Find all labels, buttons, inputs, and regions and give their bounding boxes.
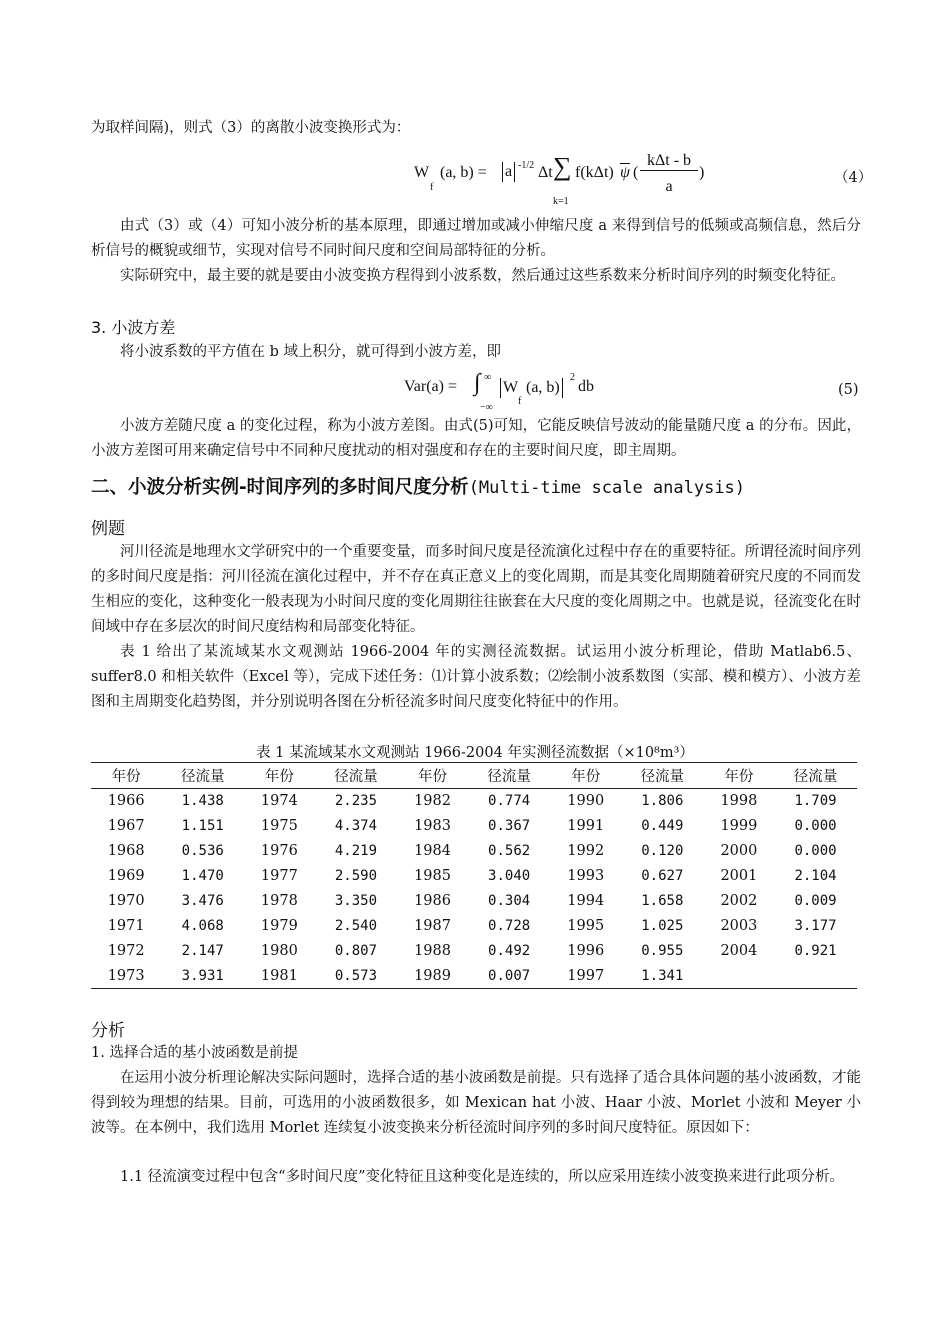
cell-runoff: 0.807 [334, 942, 378, 959]
table-row [91, 839, 857, 864]
cell-year: 1974 [260, 793, 298, 810]
table-row [91, 963, 857, 988]
paragraph-5: 河川径流是地理水文学研究中的一个重要变量，而多时间尺度是径流演化过程中存在的重要特征。所谓径流时间序列的多时间尺度是指：河川径流在演化过程中，并不存在真正意义上的变化周期，而是其变化周期随着研究尺度的不同而发生相应的变化，这种变化一般表现为小时间尺度的变化周期往往嵌套在大尺度的变化周期之中。也就是说，径流变化在时间域中存在多层次的时间尺度结构和局部变化特征。 [91, 544, 861, 635]
cell-year: 1979 [260, 917, 298, 934]
cell-year: 2003 [720, 917, 758, 934]
table-row [91, 789, 857, 814]
cell-runoff: 2.104 [794, 868, 837, 885]
cell-runoff: 2.147 [181, 942, 224, 959]
table-row [91, 938, 857, 963]
eq4-rparen: ) [699, 164, 705, 181]
paragraph-4: 小波方差随尺度 a 的变化过程，称为小波方差图。由式(5)可知，它能反映信号波动的能量随尺度 a 的分布。因此，小波方差图可用来确定信号中不同种尺度扰动的相对强度和存在的主要时间尺度，即主周期。 [91, 418, 861, 459]
cell-year: 1990 [567, 793, 605, 810]
eq4-exp: -1/2 [518, 160, 535, 171]
cell-year: 1986 [414, 893, 451, 909]
cell-runoff: 1.151 [181, 818, 224, 835]
cell-runoff: 4.374 [334, 818, 378, 835]
cell-runoff: 3.040 [488, 868, 531, 885]
paragraph-2: 实际研究中，最主要的就是要由小波变换方程得到小波系数，然后通过这些系数来分析时间序列的时频变化特征。 [120, 268, 845, 284]
header-year: 年份 [91, 763, 161, 789]
cell-runoff: 1.709 [794, 793, 837, 810]
cell-year: 1967 [107, 818, 145, 835]
cell-runoff: 3.476 [181, 893, 224, 909]
cell-year: 1976 [260, 843, 298, 860]
table-header-row [91, 763, 857, 789]
eq4-sum: ∑ [553, 152, 572, 181]
cell-runoff: 1.341 [621, 963, 704, 988]
cell-year: 1988 [414, 942, 451, 959]
header-runoff: 径流量 [774, 763, 857, 789]
cell-runoff: 0.000 [794, 818, 837, 835]
header-year: 年份 [244, 763, 314, 789]
cell-year: 2000 [720, 843, 758, 860]
cell-runoff: 1.438 [181, 793, 224, 810]
header-year: 年份 [397, 763, 467, 789]
cell-year: 1987 [414, 917, 451, 934]
cell-year: 2001 [720, 868, 758, 885]
eq5-integral: ∫ [474, 370, 481, 396]
section-3-heading: 3. 小波方差 [91, 318, 176, 337]
header-runoff: 径流量 [315, 763, 398, 789]
cell-runoff: 2.590 [334, 868, 378, 885]
header-runoff: 径流量 [621, 763, 704, 789]
eq5-lhs: Var(a) = [404, 378, 457, 395]
cell-year: 1973 [91, 963, 161, 988]
cell-year: 1984 [414, 843, 451, 860]
eq4-args: (a, b) = [440, 164, 487, 181]
cell-runoff: 0.728 [488, 917, 531, 934]
table-caption: 表 1 某流域某水文观测站 1966-2004 年实测径流数据（×10⁸m³） [256, 745, 694, 761]
cell-runoff: 0.562 [488, 843, 531, 860]
eq5-upper: ∞ [484, 372, 492, 383]
cell-runoff: 0.304 [488, 893, 531, 909]
cell-year: 1966 [107, 793, 145, 810]
paragraph-7: 在运用小波分析理论解决实际问题时，选择合适的基小波函数是前提。只有选择了适合具体问题的基小波函数，才能得到较为理想的结果。目前，可选用的小波函数很多，如 Mexican hat 小波、Haar 小波、Morlet 小波和 Meyer 小波等。在本例中，我们选用 Morlet 连续复小波变换来分析径流时间序列的多时间尺度特征。原因如下： [91, 1070, 861, 1136]
cell-year: 1982 [414, 793, 451, 810]
eq4-sub-f: f [430, 182, 434, 193]
cell-year: 1968 [107, 843, 145, 860]
analysis-title: 分析 [91, 1021, 125, 1041]
eq5-lower: −∞ [480, 402, 493, 413]
cell-runoff [774, 963, 857, 988]
cell-runoff: 4.219 [334, 843, 378, 860]
cell-runoff: 1.658 [641, 893, 684, 909]
eq4-dt: Δt [538, 164, 553, 181]
cell-year: 1991 [567, 818, 605, 835]
cell-runoff: 3.931 [161, 963, 244, 988]
eq4-body: f(kΔt) [575, 164, 614, 181]
cell-year: 1971 [107, 917, 145, 934]
header-year: 年份 [704, 763, 774, 789]
eq4-abs-a: a [502, 162, 515, 182]
cell-year: 1983 [414, 818, 451, 835]
section-2-heading-cn: 二、小波分析实例-时间序列的多时间尺度分析 [91, 477, 469, 498]
paragraph-1: 由式（3）或（4）可知小波分析的基本原理，即通过增加或减小伸缩尺度 a 来得到信号的低频或高频信息，然后分析信号的概貌或细节，实现对信号不同时间尺度和空间局部特征的分析。 [91, 218, 861, 259]
cell-runoff: 0.573 [315, 963, 398, 988]
cell-year: 1970 [107, 893, 145, 909]
cell-runoff: 0.449 [641, 818, 684, 835]
cell-runoff: 0.007 [468, 963, 551, 988]
cell-runoff: 0.000 [794, 843, 837, 860]
cell-runoff: 1.025 [641, 917, 684, 934]
header-runoff: 径流量 [468, 763, 551, 789]
cell-year: 2002 [720, 893, 758, 909]
cell-runoff: 0.492 [488, 942, 531, 959]
cell-year: 1994 [567, 893, 605, 909]
cell-runoff: 3.177 [794, 917, 837, 934]
cell-year: 1996 [567, 942, 605, 959]
item-1: 1. 选择合适的基小波函数是前提 [91, 1045, 298, 1061]
cell-year: 1985 [414, 868, 451, 885]
cell-runoff: 0.921 [794, 942, 837, 959]
cell-year: 1995 [567, 917, 605, 934]
equation-5-number: (5) [838, 382, 859, 398]
eq4-lhs: W [414, 164, 430, 181]
eq4-denominator: a [665, 178, 673, 195]
cell-runoff: 1.806 [641, 793, 684, 810]
eq5-sub-f: f [518, 396, 522, 407]
cell-year: 1997 [551, 963, 621, 988]
cell-year: 1993 [567, 868, 605, 885]
cell-year: 1980 [260, 942, 298, 959]
cell-year: 1975 [260, 818, 298, 835]
cell-runoff: 4.068 [181, 917, 224, 934]
cell-year: 1981 [244, 963, 314, 988]
eq5-W: W [500, 378, 518, 398]
header-year: 年份 [551, 763, 621, 789]
cell-year: 1972 [107, 942, 145, 959]
header-runoff: 径流量 [161, 763, 244, 789]
equation-4 [414, 152, 714, 218]
cell-runoff: 2.540 [334, 917, 378, 934]
equation-5 [404, 370, 624, 415]
cell-runoff: 3.350 [334, 893, 378, 909]
example-title: 例题 [91, 519, 125, 539]
eq5-args: (a, b) [526, 378, 563, 398]
cell-year [704, 963, 774, 988]
equation-4-number: （4） [834, 170, 873, 186]
cell-runoff: 0.536 [181, 843, 224, 860]
cell-runoff: 1.470 [181, 868, 224, 885]
table-row [91, 864, 857, 889]
cell-year: 1977 [260, 868, 298, 885]
eq4-psi: $\overline{\psi}$ [620, 164, 630, 181]
section-2-heading-en: (Multi-time scale analysis) [468, 478, 746, 498]
table-row [91, 913, 857, 938]
eq5-db: db [578, 378, 594, 395]
paragraph-6: 表 1 给出了某流域某水文观测站 1966-2004 年的实测径流数据。试运用小波分析理论，借助 Matlab6.5、suffer8.0 和相关软件（Excel 等），完成下述任务：⑴计算小波系数；⑵绘制小波系数图（实部、模和模方）、小波方差图和主周期变化趋势图，并分别说明各图在分析径流多时间尺度变化特征中的作用。 [91, 644, 861, 710]
cell-runoff: 0.627 [641, 868, 684, 885]
cell-runoff: 0.120 [641, 843, 684, 860]
intro-line: 为取样间隔)，则式（3）的离散小波变换形式为： [91, 120, 411, 136]
cell-year: 1992 [567, 843, 605, 860]
cell-year: 2004 [720, 942, 758, 959]
cell-runoff: 0.774 [488, 793, 531, 810]
cell-runoff: 2.235 [334, 793, 378, 810]
section-2-heading [91, 473, 745, 499]
cell-year: 1978 [260, 893, 298, 909]
paragraph-3: 将小波系数的平方值在 b 域上积分，就可得到小波方差，即 [120, 344, 501, 360]
cell-year: 1969 [107, 868, 145, 885]
eq4-numerator: kΔt - b [640, 152, 698, 171]
eq4-sum-lower: k=1 [553, 196, 569, 207]
cell-runoff: 0.955 [641, 942, 684, 959]
cell-year: 1989 [397, 963, 467, 988]
cell-runoff: 0.009 [794, 893, 837, 909]
runoff-data-table [91, 762, 857, 989]
cell-year: 1999 [720, 818, 758, 835]
eq4-lparen: ( [633, 164, 639, 181]
cell-runoff: 0.367 [488, 818, 531, 835]
paragraph-8: 1.1 径流演变过程中包含“多时间尺度”变化特征且这种变化是连续的，所以应采用连续小波变换来进行此项分析。 [120, 1169, 844, 1185]
eq5-square: 2 [570, 372, 575, 383]
table-row [91, 889, 857, 914]
cell-year: 1998 [720, 793, 758, 810]
table-row [91, 814, 857, 839]
